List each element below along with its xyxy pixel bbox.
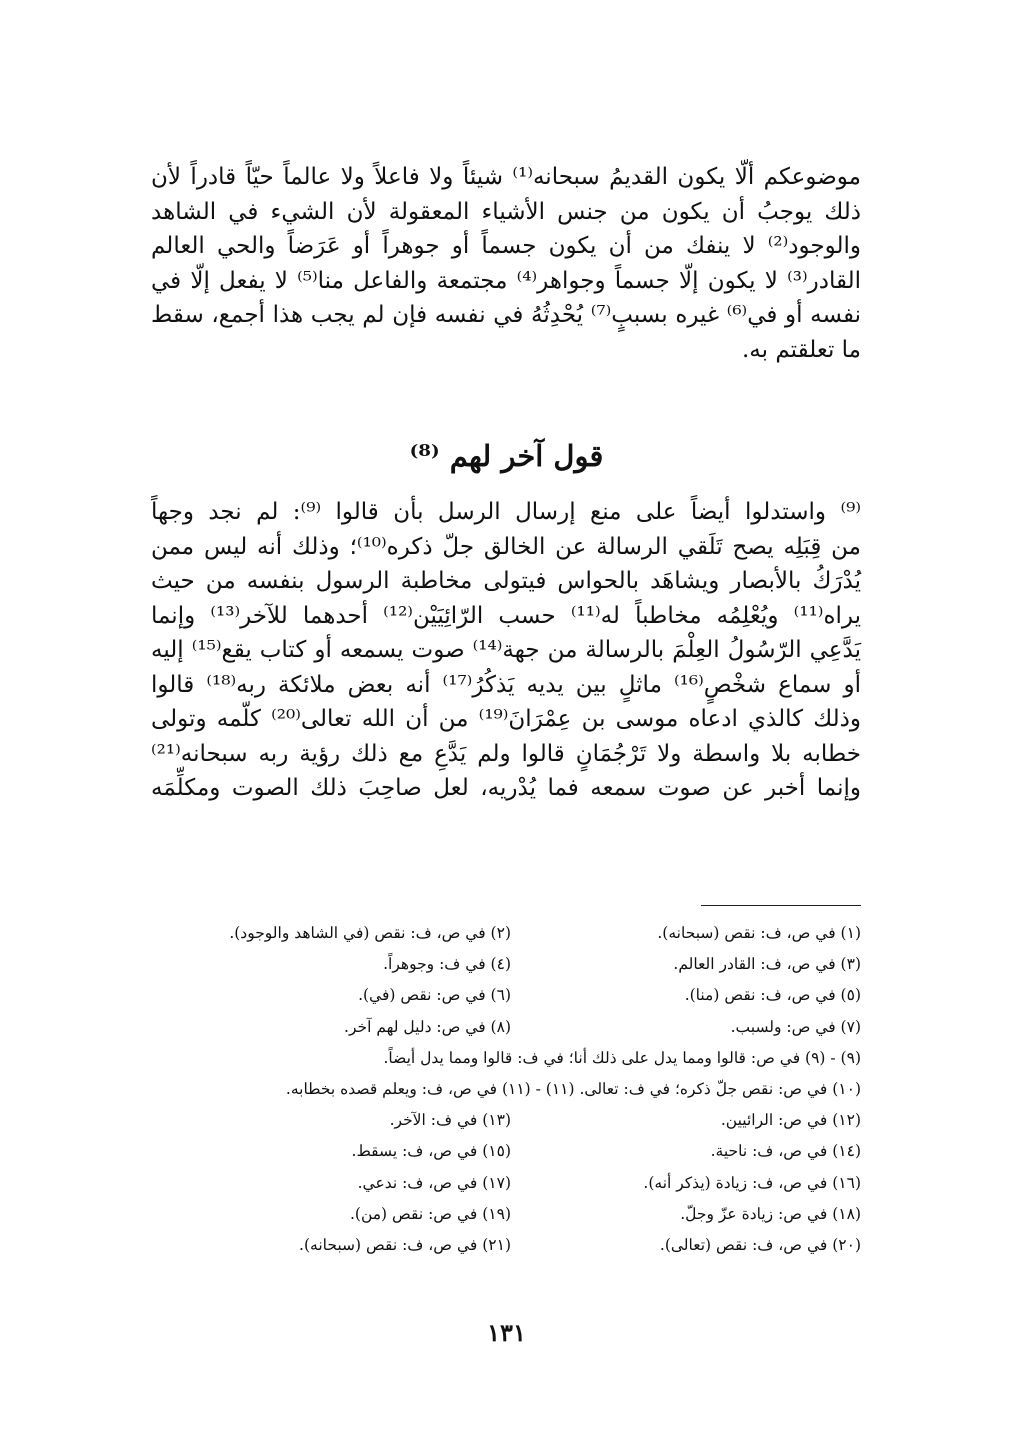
- footnote-row: [161, 1230, 861, 1261]
- footnote-row: [161, 1105, 861, 1136]
- footnote-row: [161, 949, 861, 980]
- text-line: ⁽⁹⁾ واستدلوا أيضاً على منع إرسال الرسل بأن قالوا ⁽⁹⁾: لم نجد وجهاً: [151, 499, 861, 525]
- footnote-row: [161, 1168, 861, 1199]
- text-line: خطابه بلا واسطة ولا تَرْجُمَانٍ قالوا ولم يَدَّعِ مع ذلك رؤية ربه سبحانه⁽²¹⁾: [151, 740, 861, 767]
- paragraph-1: [151, 160, 861, 367]
- footnote: (١٢) في ص: الرائيين.: [720, 1111, 861, 1130]
- footnote: (٨) في ص: دليل لهم آخر.: [344, 1017, 511, 1036]
- text-line: من قِبَلِه يصح تَلَقي الرسالة عن الخالق جلّ ذكره⁽¹⁰⁾؛ وذلك أنه ليس ممن: [151, 533, 862, 560]
- text-line: أو سماع شخْصٍ⁽¹⁶⁾ ماثلٍ بين يديه يَذكُرُ⁽¹⁷⁾ أنه بعض ملائكة ربه⁽¹⁸⁾ قالوا: [151, 671, 861, 698]
- text-line: ما تعلقتم به.: [742, 336, 861, 363]
- section-heading: قول آخر لهم ⁽⁸⁾: [409, 439, 604, 473]
- footnote: (١٠) في ص: نقص جلّ ذكره؛ في ف: تعالى. (١١) - (١١) في ص، ف: ويعلم قصده بخطابه.: [285, 1079, 861, 1098]
- footnote: (١٨) في ص: زيادة عزّ وجلّ.: [680, 1204, 861, 1223]
- footnote: (١٥) في ص، ف: يسقط.: [351, 1142, 511, 1161]
- footnote: (٩) - (٩) في ص: قالوا ومما يدل على ذلك أنا؛ في ف: قالوا ومما يدل أيضاً.: [383, 1048, 861, 1067]
- page-number: ١٣١: [487, 1318, 526, 1347]
- footnote: (١٦) في ص، ف: زيادة (يذكر أنه).: [643, 1173, 861, 1192]
- text-line: يَدَّعِي الرّسُولُ العِلْمَ بالرسالة من جهة⁽¹⁴⁾ صوت يسمعه أو كتاب يقع⁽¹⁵⁾ إليه: [151, 637, 861, 663]
- footnote-row: [161, 1199, 861, 1230]
- footnotes: [161, 918, 861, 1261]
- footnote-divider: [701, 905, 861, 906]
- footnote: (١٣) في ف: الآخر.: [389, 1111, 511, 1130]
- text-line: والوجود⁽²⁾ لا ينفك من أن يكون جسماً أو جوهراً أو عَرَضاً والحي العالم: [151, 233, 861, 259]
- footnote-row: [161, 1012, 861, 1043]
- footnote: (١) في ص، ف: نقص (سبحانه).: [657, 924, 861, 942]
- footnote-row: [161, 1136, 861, 1167]
- footnote: (٢) في ص، ف: نقص (في الشاهد والوجود).: [229, 924, 511, 942]
- text-line: نفسه أو في⁽⁶⁾ غيره بسببٍ⁽⁷⁾ يُحْدِثُهُ في نفسه فإن لم يجب هذا أجمع، سقط: [151, 302, 861, 328]
- footnote: (٣) في ص، ف: القادر العالم.: [673, 955, 861, 974]
- text-line: القادر⁽³⁾ لا يكون إلّا جسماً وجواهر⁽⁴⁾ مجتمعة والفاعل منا⁽⁵⁾ لا يفعل إلّا في: [151, 267, 861, 294]
- footnote-row: [161, 1074, 861, 1105]
- footnote: (٤) في ف: وجوهراً.: [383, 955, 511, 974]
- footnote: (٦) في ص: نقص (في).: [358, 986, 511, 1005]
- footnote-row: [161, 918, 861, 949]
- paragraph-2: [151, 495, 861, 806]
- footnote: (١٧) في ص، ف: ندعي.: [357, 1173, 511, 1192]
- footnote: (٢٠) في ص، ف: نقص (تعالى).: [659, 1235, 861, 1254]
- text-line: يُدْرَكُ بالأبصار ويشاهَد بالحواس فيتولى مخاطبة الرسول بنفسه من حيث: [151, 568, 861, 594]
- text-line: وذلك كالذي ادعاه موسى بن عِمْرَانَ⁽¹⁹⁾ من أن الله تعالى⁽²⁰⁾ كلّمه وتولى: [151, 706, 861, 732]
- text-line: وإنما أخبر عن صوت سمعه فما يُدْريه، لعل صاحِبَ ذلك الصوت ومكلِّمَه: [151, 775, 861, 801]
- text-line: موضوعكم ألّا يكون القديمُ سبحانه⁽¹⁾ شيئاً ولا فاعلاً ولا عالماً حيّاً قادراً لأن: [151, 164, 862, 190]
- footnote: (٥) في ص، ف: نقص (منا).: [684, 986, 861, 1005]
- footnote: (١٩) في ص: نقص (من).: [349, 1204, 511, 1223]
- footnote-row: [161, 980, 861, 1011]
- footnote-row: [161, 1043, 861, 1074]
- text-line: ذلك يوجبُ أن يكون من جنس الأشياء المعقولة لأن الشيء في الشاهد: [151, 198, 861, 225]
- footnote: (٢١) في ص، ف: نقص (سبحانه).: [299, 1235, 511, 1254]
- footnote: (٧) في ص: ولسبب.: [730, 1017, 861, 1036]
- footnote: (١٤) في ص، ف: ناحية.: [710, 1142, 861, 1161]
- text-line: يراه⁽¹¹⁾ ويُعْلِمُه مخاطباً له⁽¹¹⁾ حسب الرّائِيَيْن⁽¹²⁾ أحدهما للآخر⁽¹³⁾ وإنما: [151, 602, 861, 629]
